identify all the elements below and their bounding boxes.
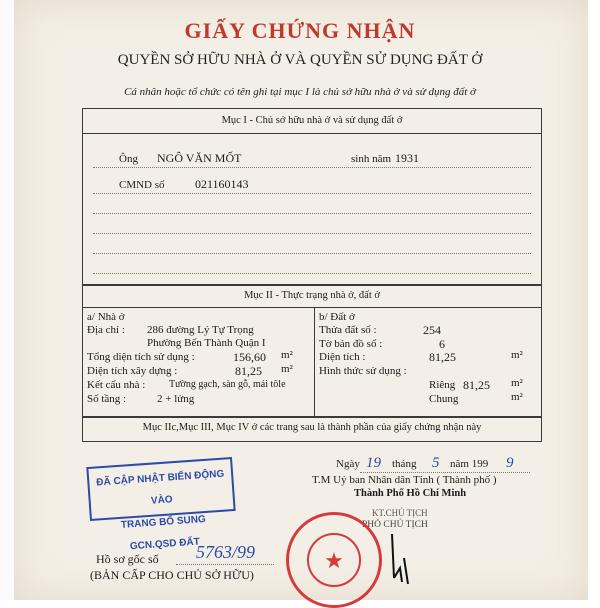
record-dotted-line — [176, 564, 274, 565]
document-subtitle: QUYỀN SỞ HỮU NHÀ Ở VÀ QUYỀN SỬ DỤNG ĐẤT Ở — [117, 52, 483, 68]
private-value: 81,25 — [463, 378, 490, 392]
built-area-label: Diện tích xây dựng : — [87, 365, 178, 377]
shared-unit: m² — [511, 391, 523, 403]
structure-value: Tường gạch, sàn gỗ, mái tôle — [169, 379, 286, 390]
section-1-box — [82, 108, 542, 286]
total-area-unit: m² — [281, 349, 293, 361]
shared-label: Chung — [429, 393, 459, 405]
dotted-line — [93, 253, 531, 254]
issuer-line-1: T.M Uỷ ban Nhân dân Tỉnh ( Thành phố ) — [312, 474, 497, 486]
address-line-1: 286 đường Lý Tự Trọng — [147, 324, 254, 336]
usage-label: Hình thức sử dụng : — [319, 365, 407, 377]
land-area-label: Diện tích : — [319, 351, 366, 363]
land-area-value: 81,25 — [429, 350, 456, 364]
section-2-column-divider — [314, 307, 315, 417]
address-line-2: Phường Bến Thành Quận I — [147, 337, 266, 349]
star-icon: ★ — [324, 549, 344, 574]
section-2-divider — [83, 307, 541, 308]
document-title: GIẤY CHỨNG NHẬN — [184, 18, 416, 43]
plot-label: Thửa đất số : — [319, 324, 377, 336]
section-3-text: Mục IIc,Mục III, Mục IV ở các trang sau là thành phần của giấy chứng nhận này — [142, 422, 482, 433]
date-month: 5 — [432, 455, 440, 471]
section-3-box — [82, 416, 542, 442]
built-area-unit: m² — [281, 363, 293, 375]
stamp-line-2: TRANG BỔ SUNG GCN.QSD ĐẤT — [120, 513, 207, 553]
seal-inner-ring — [307, 533, 361, 587]
copy-note: (BẢN CẤP CHO CHỦ SỞ HỮU) — [90, 568, 254, 582]
date-prefix: Ngày — [336, 458, 360, 470]
structure-label: Kết cấu nhà : — [87, 379, 146, 391]
section-1-divider — [83, 133, 541, 134]
map-value: 6 — [439, 337, 445, 351]
sign-line-1: KT.CHỦ TỊCH — [372, 508, 428, 518]
birth-label: sinh năm — [351, 153, 392, 165]
plot-value: 254 — [423, 323, 441, 337]
birth-year: 1931 — [395, 151, 419, 165]
dotted-line — [93, 233, 531, 234]
private-unit: m² — [511, 377, 523, 389]
section-1-title: Mục I - Chủ sở hữu nhà ở và sử dụng đất ở — [221, 115, 403, 126]
signature — [388, 528, 412, 586]
owner-label: Ông — [119, 153, 138, 165]
sign-line-2: PHÓ CHỦ TỊCH — [362, 520, 428, 530]
record-number: 5763/99 — [196, 542, 256, 562]
date-dotted-line — [360, 472, 530, 473]
floors-label: Số tầng : — [87, 393, 127, 405]
owner-name: NGÔ VĂN MỐT — [157, 151, 242, 165]
year-label: năm 199 — [450, 458, 489, 470]
section-2-box — [82, 284, 542, 418]
total-area-label: Tổng diện tích sử dụng : — [87, 351, 195, 363]
floors-value: 2 + lửng — [157, 393, 195, 405]
dotted-line — [93, 213, 531, 214]
official-seal — [286, 512, 382, 608]
id-label: CMND số — [119, 179, 165, 191]
record-label: Hồ sơ gốc số — [96, 552, 159, 566]
land-area-unit: m² — [511, 349, 523, 361]
section-2-title: Mục II - Thực trạng nhà ở, đất ở — [244, 290, 380, 301]
land-heading: b/ Đất ở — [319, 311, 355, 323]
private-label: Riêng — [429, 379, 456, 391]
intro-text: Cá nhân hoặc tổ chức có tên ghi tại mục I là chủ sở hữu nhà ở và sử dụng đất ở — [124, 86, 476, 98]
built-area-value: 81,25 — [235, 364, 262, 378]
map-label: Tờ bản đồ số : — [319, 338, 383, 350]
issuer-line-2: Thành Phố Hồ Chí Minh — [354, 488, 467, 499]
month-label: tháng — [392, 458, 417, 470]
house-heading: a/ Nhà ở — [87, 311, 125, 323]
date-day: 19 — [366, 455, 381, 471]
id-number: 021160143 — [195, 177, 249, 191]
dotted-line — [93, 273, 531, 274]
address-label: Địa chỉ : — [87, 324, 125, 336]
update-stamp — [86, 457, 235, 553]
dotted-line — [93, 193, 531, 194]
date-year-digit: 9 — [506, 455, 514, 471]
total-area-value: 156,60 — [233, 350, 266, 364]
stamp-line-1: ĐÃ CẬP NHẬT BIẾN ĐỘNG VÀO — [95, 468, 225, 507]
dotted-line — [93, 167, 531, 168]
